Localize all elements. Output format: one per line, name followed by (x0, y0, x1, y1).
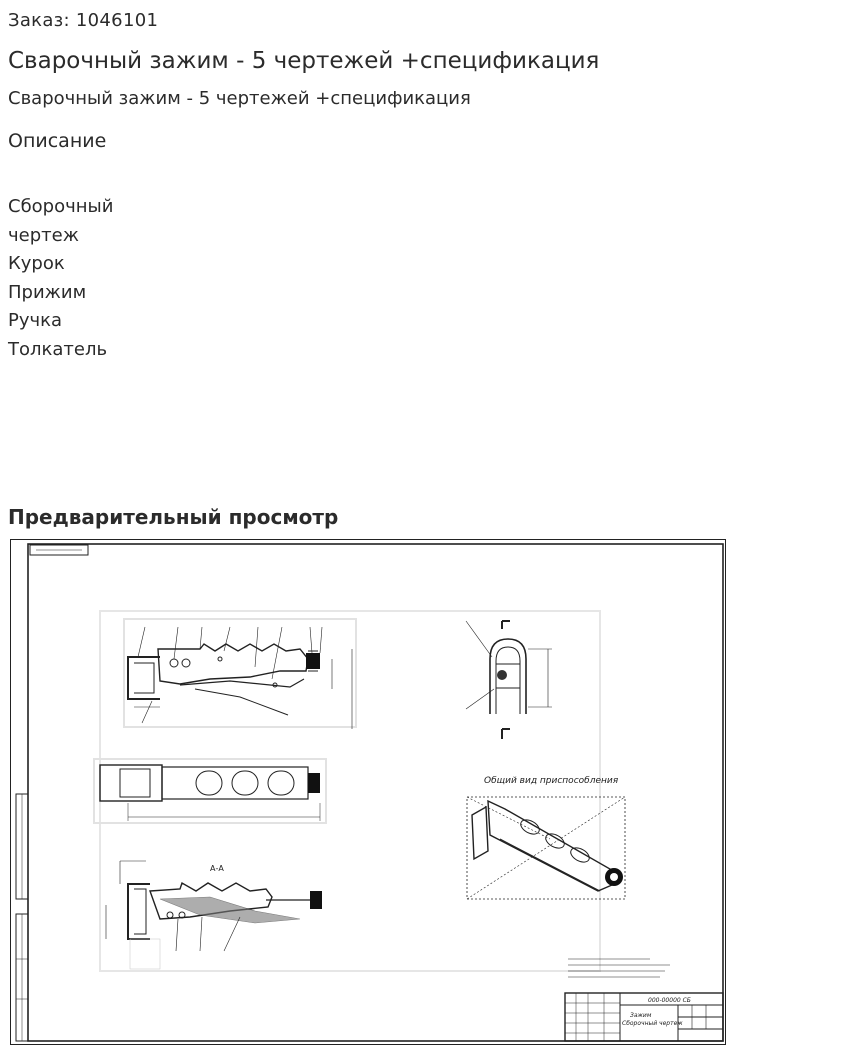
description-heading: Описание (8, 130, 107, 152)
preview-drawing (10, 539, 726, 1045)
list-item: чертеж (8, 224, 79, 246)
list-item: Толкатель (8, 338, 108, 360)
list-item: Прижим (8, 281, 87, 303)
technical-notes (568, 959, 670, 977)
description-list (8, 193, 113, 365)
side-view (466, 621, 552, 739)
stamp-doc-type: Сборочный чертеж (622, 1020, 683, 1027)
isometric-view (467, 776, 625, 899)
order-number: Заказ: 1046101 (8, 10, 159, 31)
list-item: Ручка (8, 310, 63, 332)
stamp-name: Зажим (630, 1012, 652, 1019)
preview-heading: Предварительный просмотр (8, 505, 339, 529)
list-item: Сборочный (8, 196, 114, 217)
top-view (94, 759, 326, 823)
section-label: А-А (210, 864, 224, 873)
section-view (106, 861, 322, 969)
front-view (124, 619, 356, 729)
title-block (565, 993, 723, 1041)
page-subtitle: Сварочный зажим - 5 чертежей +спецификация (8, 88, 471, 109)
page-title: Сварочный зажим - 5 чертежей +спецификация (8, 48, 600, 74)
list-item: Курок (8, 253, 65, 275)
stamp-code: 000-00000 СБ (648, 997, 691, 1004)
isometric-caption: Общий вид приспособления (484, 776, 619, 786)
